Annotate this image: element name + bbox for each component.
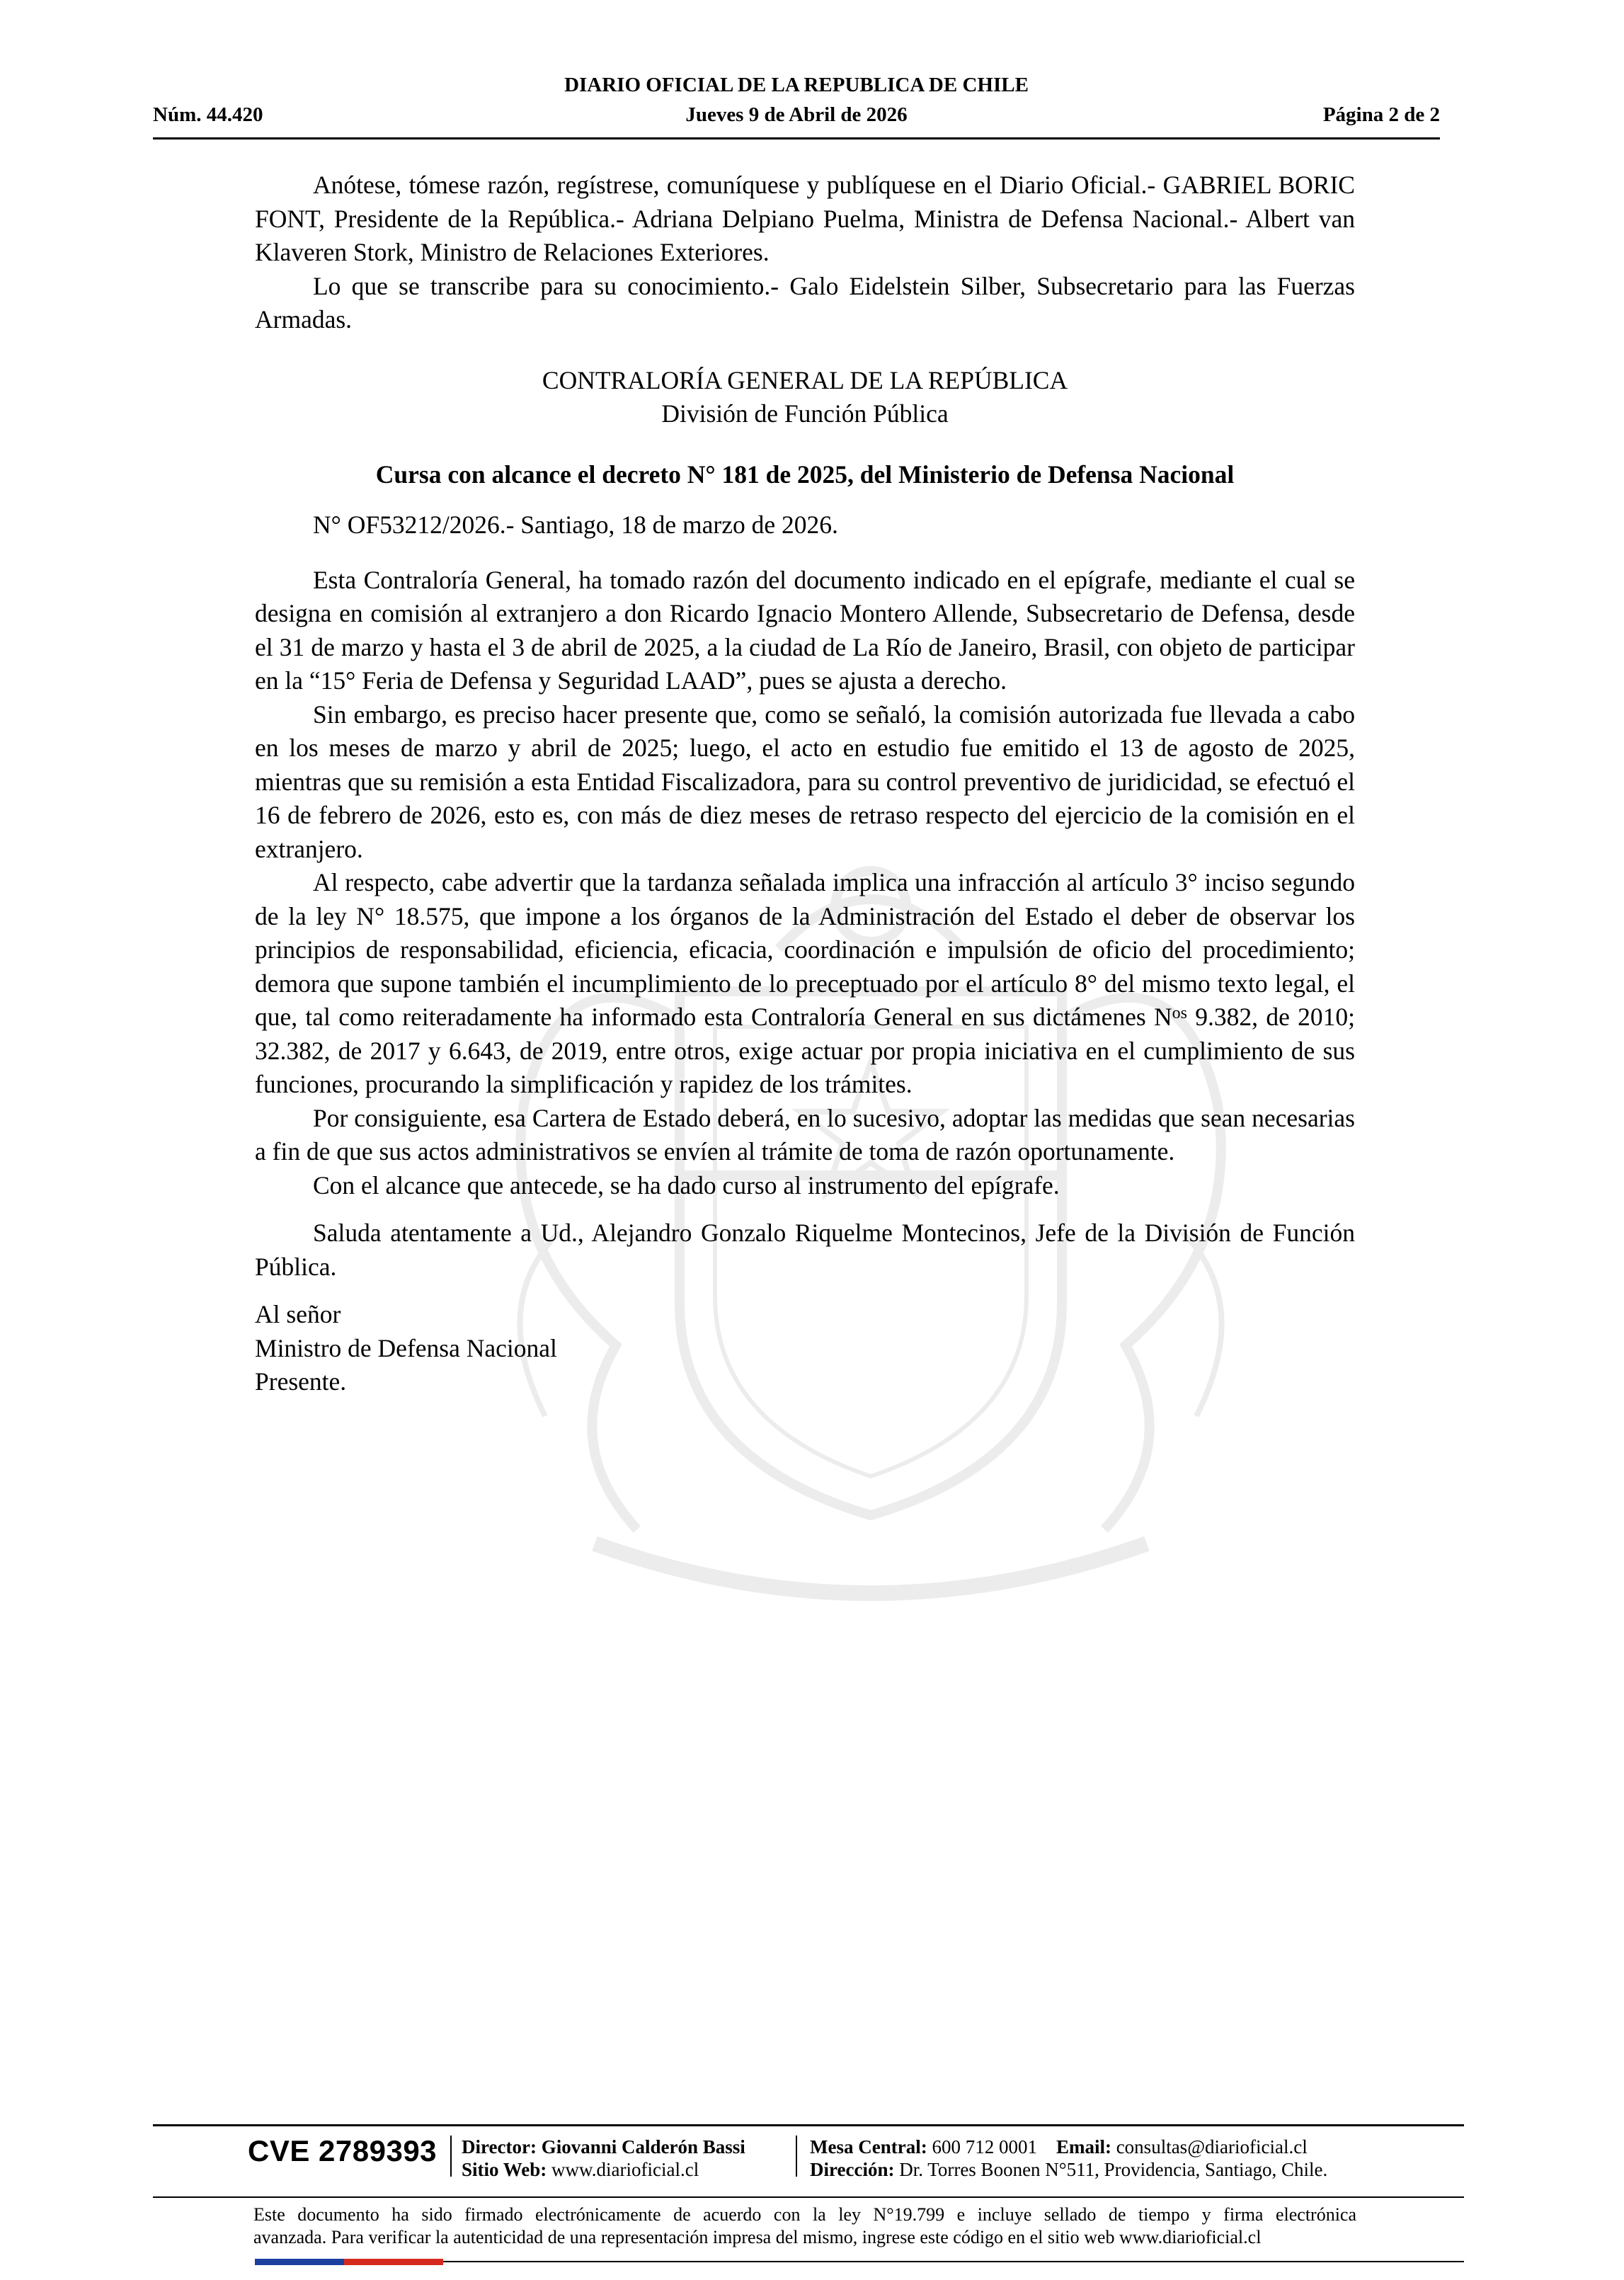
email-link[interactable]: consultas@diarioficial.cl (1116, 2136, 1308, 2158)
paragraph-al-respecto-part2: 9.382, de 2010; 32.382, de 2017 y 6.643, de 2019, entre otros, exige actuar por propia iniciativa en el cumplimiento de sus funciones, procurando la simplificación y rapidez de los trámites. (255, 1003, 1355, 1098)
footer-bottom-divider (443, 2261, 1464, 2262)
page-header (153, 74, 1440, 139)
mesa-phone: 600 712 0001 (932, 2136, 1037, 2158)
paragraph-saluda: Saluda atentamente a Ud., Alejandro Gonzalo Riquelme Montecinos, Jefe de la División de Función Pública. (255, 1219, 1355, 1281)
footer-top-divider (153, 2124, 1464, 2126)
address-label: Dirección: (810, 2159, 895, 2180)
paragraph-closing-decree: Anótese, tómese razón, regístrese, comuníquese y publíquese en el Diario Oficial.- GABRIEL BORIC FONT, Presidente de la República.- Adriana Delpiano Puelma, Ministra de Defensa Nacional.- Albert van Klaveren Stork, Ministro de Relaciones Exteriores. (255, 171, 1355, 266)
paragraph-toma-razon: Esta Contraloría General, ha tomado razón del documento indicado en el epígrafe, mediante el cual se designa en comisión al extranjero a don Ricardo Ignacio Montero Allende, Subsecretario de Defensa, desde el 31 de marzo y hasta el 3 de abril de 2025, a la ciudad de La Río de Janeiro, Brasil, con objeto de participar en la “15° Feria de Defensa y Seguridad LAAD”, pues se ajusta a derecho. (255, 565, 1355, 695)
flag-stripe-red (344, 2259, 443, 2265)
paragraph-al-respecto-part1: Al respecto, cabe advertir que la tardanza señalada implica una infracción al artículo 3° inciso segundo de la ley N° 18.575, que impone a los órganos de la Administración del Estado el deber de observar los principios de responsabilidad, eficiencia, eficacia, coordinación e impulsión de oficio del procedimiento; demora que supone también el incumplimiento de lo preceptuado por el artículo 8° del mismo texto legal, el que, tal como reiteradamente ha informado esta Contraloría General en sus dictámenes N (255, 868, 1355, 1031)
notice-line-1: Este documento ha sido firmado electrónicamente de acuerdo con la ley N°19.799 e incluye sellado de tiempo y firma electrónica (253, 2204, 1356, 2225)
website-label: Sitio Web: (462, 2159, 547, 2180)
header-divider (153, 137, 1440, 139)
electronic-signature-notice (253, 2204, 1356, 2249)
addressee-line-1: Al señor (255, 1300, 341, 1328)
issue-number: Núm. 44.420 (153, 103, 263, 126)
paragraph-por-consiguiente: Por consiguiente, esa Cartera de Estado deberá, en lo sucesivo, adoptar las medidas que sean necesarias a fin de que sus actos administrativos se envíen al trámite de toma de razón oportunamente. (255, 1103, 1355, 1165)
organization-name: CONTRALORÍA GENERAL DE LA REPÚBLICA (542, 365, 1068, 394)
newspaper-title: DIARIO OFICIAL DE LA REPUBLICA DE CHILE (564, 74, 1029, 96)
issue-date: Jueves 9 de Abril de 2026 (685, 103, 908, 126)
flag-stripe-blue (255, 2259, 344, 2265)
section-heading: Cursa con alcance el decreto N° 181 de 2025, del Ministerio de Defensa Nacional (375, 460, 1235, 489)
mesa-label: Mesa Central: (810, 2136, 927, 2158)
page-number: Página 2 de 2 (1322, 103, 1440, 126)
director-label: Director: (462, 2136, 537, 2158)
paragraph-al-respecto (255, 866, 1355, 1102)
paragraph-transcription: Lo que se transcribe para su conocimiento.- Galo Eidelstein Silber, Subsecretario para las Fuerzas Armadas. (255, 271, 1355, 334)
footer-contact-block (810, 2136, 1327, 2181)
website-link[interactable]: www.diarioficial.cl (551, 2159, 699, 2180)
reference-line: N° OF53212/2026.- Santiago, 18 de marzo de 2026. (313, 511, 838, 539)
division-name: División de Función Pública (661, 399, 949, 428)
addressee-line-3: Presente. (255, 1367, 347, 1396)
email-label: Email: (1056, 2136, 1111, 2158)
paragraph-con-el-alcance: Con el alcance que antecede, se ha dado curso al instrumento del epígrafe. (313, 1170, 1060, 1199)
paragraph-sin-embargo: Sin embargo, es preciso hacer presente que, como se señaló, la comisión autorizada fue llevada a cabo en los meses de marzo y abril de 2025; luego, el acto en estudio fue emitido el 13 de agosto de 2025, mientras que su remisión a esta Entidad Fiscalizadora, para su control preventivo de juridicidad, se efectuó el 16 de febrero de 2026, esto es, con más de diez meses de retraso respecto del ejercicio de la comisión en el extranjero. (255, 700, 1355, 863)
footer-separator-1 (450, 2136, 452, 2177)
address-text: Dr. Torres Boonen N°511, Providencia, Santiago, Chile. (899, 2159, 1328, 2180)
footer-middle-divider (153, 2196, 1464, 2198)
document-body (255, 169, 1355, 1399)
cve-code: CVE 2789393 (248, 2134, 438, 2167)
notice-line-2: avanzada. Para verificar la autenticidad de una representación impresa del mismo, ingrese este código en el sitio web www.diarioficial.cl (253, 2227, 1262, 2247)
superscript-os: os (1172, 1004, 1187, 1022)
director-name: Giovanni Calderón Bassi (541, 2136, 745, 2158)
addressee-line-2: Ministro de Defensa Nacional (255, 1333, 557, 1362)
footer-separator-2 (796, 2136, 797, 2177)
footer-director-block (462, 2136, 745, 2181)
